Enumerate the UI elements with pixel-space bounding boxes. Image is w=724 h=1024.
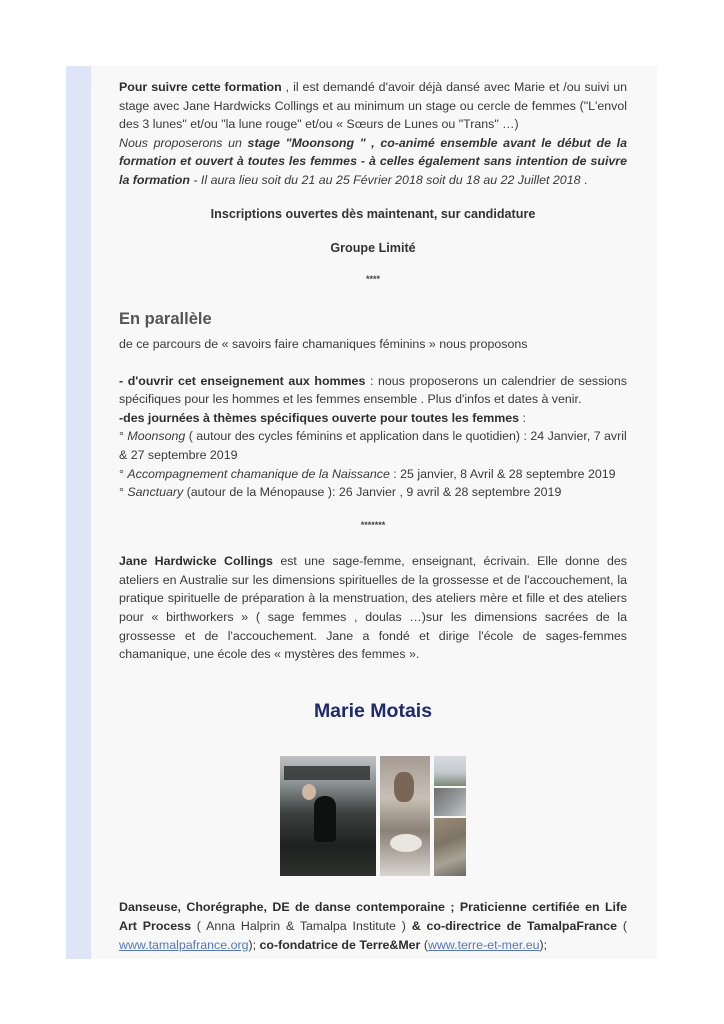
photo-landscape [434, 756, 466, 786]
list-bullet: ° [119, 429, 128, 444]
parallele-intro: de ce parcours de « savoirs faire chamaniques féminins » nous proposons [119, 336, 528, 351]
inscriptions-line: Inscriptions ouvertes dès maintenant, sur candidature [210, 206, 536, 221]
photo-collage [280, 756, 466, 876]
tamalpafrance-link[interactable]: www.tamalpafrance.org [119, 937, 249, 952]
list-item [119, 483, 627, 502]
photo-dancer [280, 756, 376, 876]
marie-text-1: ( Anna Halprin & Tamalpa Institute ) [190, 919, 412, 934]
moonsong-intro: Nous proposerons un [119, 135, 248, 150]
photo-figure [434, 788, 466, 816]
marie-bio [119, 898, 627, 954]
marie-title: Marie Motais [313, 699, 433, 722]
list-item [119, 427, 627, 464]
document-panel [91, 66, 657, 959]
hommes-text: : nous proposerons un calendrier de sessions spécifiques pour les hommes et les femmes ensemble . Plus d'infos et dates à venir. [119, 373, 627, 407]
list-item-name: Accompagnement chamanique de la Naissance [127, 466, 390, 481]
list-item-text: (autour de la Ménopause ): 26 Janvier , 9 avril & 28 septembre 2019 [183, 485, 562, 500]
marie-bold-1: Danseuse, Chorégraphe, DE de danse contemporaine ; Praticienne certifiée en Life Art Process [119, 900, 627, 934]
document-content [119, 78, 627, 954]
marie-bold-2: & co-directrice de TamalpaFrance [411, 919, 618, 934]
moonsong-end: . [580, 172, 588, 187]
list-item [119, 465, 627, 484]
list-item-text: ( autour des cycles féminins et application dans le quotidien) : 24 Janvier, 7 avril & 27 septembre 2019 [119, 429, 627, 462]
left-margin-band [66, 66, 91, 959]
terre-et-mer-link[interactable]: www.terre-et-mer.eu [427, 937, 540, 952]
list-bullet: ° [119, 485, 128, 500]
list-item-name: Moonsong [127, 429, 186, 444]
jane-text: est une sage-femme, enseignant, écrivain. Elle donne des ateliers en Australie sur les dimensions spirituelles de la grossesse et de l'accouchement, la pratique spirituelle de préparation à la menstruation, des ateliers mère et fille et des ateliers pour « birthworkers » ( sage femmes , doulas …)sur les dimensions sacrées de la grossesse et de l'accouchement. Jane a fondé et dirige l'école de sages-femmes chamanique, une école des « mystères des femmes ». [119, 554, 627, 662]
hommes-bold: - d'ouvrir cet enseignement aux hommes [119, 373, 366, 388]
formation-paragraph [119, 78, 627, 190]
groupe-limite: Groupe Limité [330, 241, 416, 256]
hommes-paragraph [119, 372, 627, 409]
jane-name: Jane Hardwicke Collings [119, 554, 273, 569]
list-item-text: : 25 janvier, 8 Avril & 28 septembre 2019 [389, 466, 616, 481]
marie-bold-3: co-fondatrice de Terre&Mer [259, 937, 421, 952]
moonsong-bold: stage "Moonsong " , co-animé ensemble avant le début de la formation et ouvert à toutes les femmes - à celles également sans intention de suivre la formation [119, 135, 628, 187]
marie-text-4: ( [420, 937, 428, 952]
section-title-parallele: En parallèle [119, 310, 212, 329]
marie-text-5: ); [539, 937, 548, 952]
photo-hands [380, 756, 430, 876]
list-item-name: Sanctuary [127, 485, 184, 500]
formation-lead: Pour suivre cette formation [119, 80, 282, 94]
marie-text-2: ( [617, 919, 627, 934]
marie-text-3: ); [248, 937, 260, 952]
jane-bio [119, 552, 627, 664]
moonsong-dates: - Il aura lieu soit du 21 au 25 Février 2018 soit du 18 au 22 Juillet 2018 [189, 172, 581, 187]
list-bullet: ° [119, 466, 128, 481]
journees-colon: : [519, 410, 526, 425]
journees-line [119, 409, 627, 428]
formation-text: , il est demandé d'avoir déjà dansé avec Marie et /ou suivi un stage avec Jane Hardwicks Collings et au minimum un stage ou cercle de femmes ("L'envol des 3 lunes" et/ou "la lune rouge" et/ou « Sœurs de Lunes ou "Trans" …) [119, 80, 628, 132]
journees-bold: -des journées à thèmes spécifiques ouverte pour toutes les femmes [119, 410, 520, 425]
photo-ground [434, 818, 466, 876]
separator-stars: ******* [360, 519, 386, 530]
separator-stars: **** [365, 273, 380, 284]
